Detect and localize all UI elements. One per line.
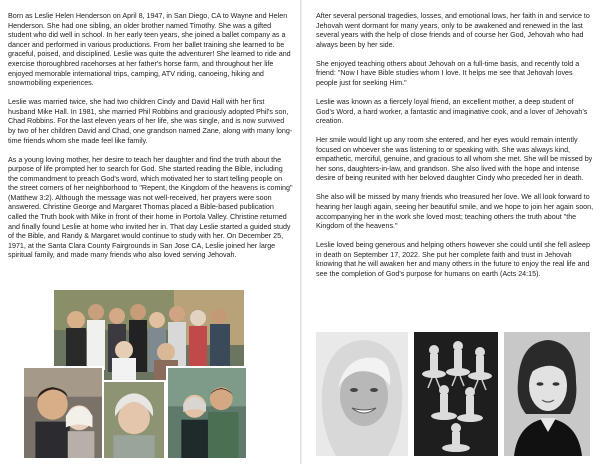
couple-photo <box>166 366 248 460</box>
selfie-photo <box>22 366 104 460</box>
paragraph-teaching: She enjoyed teaching others about Jehovah on a full-time basis, and recently told a friend: "Now I have Bible studies whom I love. It helps me see that Jehovah loves people just for seeking Him." <box>316 59 580 87</box>
paragraph-smile: Her smile would light up any room she entered, and her eyes would remain intently focused on whoever she was listening to or speaking with. She was always kind, empathetic, merciful, genuine, and gracious to all whom she met. She will be missed by her sons, daughters-in-law, and grandson. She also lived with the hope and intense desire of being reunited with her beloved daughter Cindy who preceded her in death. <box>316 136 593 183</box>
ballet-group-photo <box>414 332 498 456</box>
paragraph-friends: She also will be missed by many friends who treasured her love. We all look forward to hearing her laugh again, seeing her beautiful smile, and we hope to join her again soon, accompanying her in the work she loved most; teaching others the truth about "the Kingdom of the heavens." <box>316 193 594 231</box>
paragraph-faith: As a young loving mother, her desire to teach her daughter and find the truth about the purpose of life prompted her to search for God. She started reading the Bible, including the commandment to preach God's word, which motivated her to start telling people on the street corners of her neighborhood to "Repent, the Kingdom of the heavens is coming" (Matthew 3:2). Although the message was not well-received, her prayers were soon answered. Christine George and Margaret Thomas placed a Bible-based publication called the Truth book with Mike in front of their home in Portola Valley. Christine returned and finally found Leslie at home who invited her in. That day Leslie started a guided study of the Bible, and Randy & Margaret would continue to study with her. On December 25, 1971, at the Santa Clara County Fairgrounds in San Jose CA, Leslie joined her large spiritual family, and made many friends who also loved serving Jehovah. <box>8 155 293 260</box>
left-text-column <box>8 12 293 270</box>
right-page <box>302 0 600 464</box>
paragraph-marriage: Leslie was married twice, she had two children Cindy and David Hall with her first husband Mike Hall. In 1981, she married Phil Robbins and graciously adopted Phil's son, Chad Robbins. For the last eleven years of her life, she was single, and is now survived by two of her children David and Chad, one grandson named Zane, along with many long-time friends whom she made feel like family. <box>8 98 293 145</box>
portrait-photo <box>102 380 166 460</box>
vintage-portrait-photo <box>504 332 590 456</box>
paragraph-birth: Born as Leslie Helen Henderson on April 8, 1947, in San Diego, CA to Wayne and Helen Henderson. She had one sibling, an older brother named Timothy. She was a gifted student who did well in school. In her early teen years, she joined a ballet company as a dancer and performed in various productions. From her ballet training she learned to be graceful, poised, and disciplined. Leslie was quite the adventurer! She learned to ride and exercise thoroughbred racehorses at her father's horse farm, and throughout her life enjoyed memorable international trips, camping, ATV riding, canoeing, hiking and snowmobiling experiences. <box>8 12 291 88</box>
right-text-column <box>316 12 594 289</box>
paragraph-death: Leslie loved being generous and helping others however she could until she fell asleep in death on September 17, 2022. She put her complete faith and trust in Jehovah knowing that he will awaken her and many others in the future to enjoy the real life and see the completion of God's purpose for humans on earth (Acts 24:15). <box>316 241 590 279</box>
smiling-portrait-photo <box>316 332 408 456</box>
paragraph-renewal: After several personal tragedies, losses, and emotional lows, her faith in and service to Jehovah went dormant for many years, only to be awakened and renewed in the last several years with the help of close friends and of course her God, Jehovah who had always been by her side. <box>316 12 590 49</box>
paragraph-character: Leslie was known as a fiercely loyal friend, an excellent mother, a deep student of God's Word, a hard worker, a fantastic and imaginative cook, and a lover of Jehovah's creation. <box>316 97 588 126</box>
